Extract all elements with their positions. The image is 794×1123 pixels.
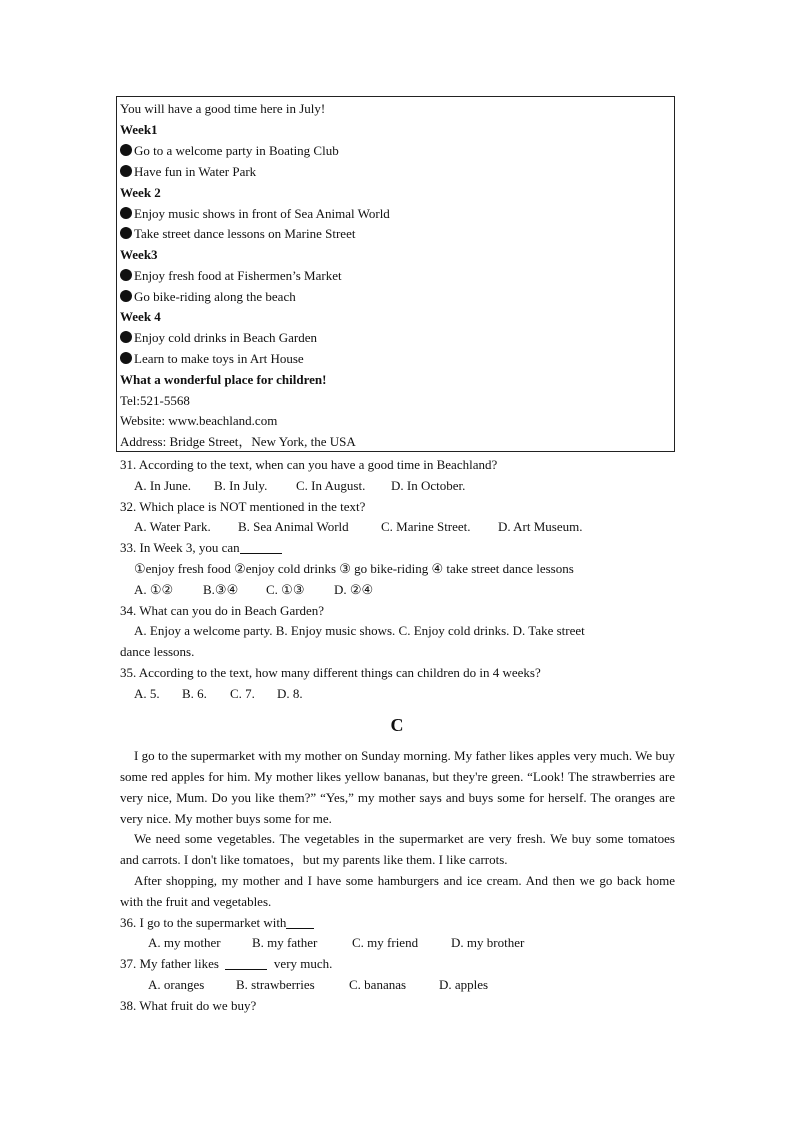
bullet-icon	[120, 269, 132, 281]
bullet-icon	[120, 207, 132, 219]
week4-item: Enjoy cold drinks in Beach Garden	[120, 327, 317, 348]
q35-option-d: D. 8.	[277, 686, 303, 701]
section-c-heading: C	[390, 715, 404, 735]
notice-website: Website: www.beachland.com	[120, 413, 278, 428]
week3-heading: Week3	[120, 247, 158, 262]
notice-intro: You will have a good time here in July!	[120, 101, 326, 116]
bullet-icon	[120, 144, 132, 156]
q32-option-a: A. Water Park.	[134, 519, 211, 534]
answer-blank	[240, 541, 282, 554]
q36-option-c: C. my friend	[352, 935, 419, 950]
q32-option-c: C. Marine Street.	[381, 519, 471, 534]
q37-option-b: B. strawberries	[236, 977, 315, 992]
q33-option-a: A. ①②	[134, 582, 174, 597]
q31-option-b: B. In July.	[214, 478, 268, 493]
q31-option-c: C. In August.	[296, 478, 366, 493]
notice-slogan: What a wonderful place for children!	[120, 372, 327, 387]
notice-tel: Tel:521-5568	[120, 393, 190, 408]
week2-heading: Week 2	[120, 185, 161, 200]
q34-options-continued: dance lessons.	[120, 644, 195, 659]
week3-item: Enjoy fresh food at Fishermen’s Market	[120, 265, 342, 286]
q33-option-d: D. ②④	[334, 582, 374, 597]
question-36: 36. I go to the supermarket with	[120, 912, 314, 933]
passage-paragraph-3: After shopping, my mother and I have some hamburgers and ice cream. And then we go back home with the fruit and vegetables.	[120, 873, 675, 909]
answer-blank	[286, 916, 314, 929]
q31-option-a: A. In June.	[134, 478, 192, 493]
answer-blank	[225, 957, 267, 970]
week1-item: Have fun in Water Park	[120, 161, 256, 182]
q31-option-d: D. In October.	[391, 478, 466, 493]
bullet-icon	[120, 331, 132, 343]
bullet-icon	[120, 227, 132, 239]
question-33: 33. In Week 3, you can	[120, 537, 282, 558]
q36-option-b: B. my father	[252, 935, 318, 950]
q36-option-a: A. my mother	[148, 935, 221, 950]
week2-item: Take street dance lessons on Marine Street	[120, 223, 355, 244]
q32-option-d: D. Art Museum.	[498, 519, 583, 534]
q37-option-a: A. oranges	[148, 977, 205, 992]
passage-paragraph-2: We need some vegetables. The vegetables in the supermarket are very fresh. We buy some tomatoes and carrots. I don't like tomatoes，but my parents like them. I like carrots.	[120, 831, 675, 867]
q33-items: ①enjoy fresh food ②enjoy cold drinks ③ go bike-riding ④ take street dance lessons	[134, 561, 574, 576]
week4-heading: Week 4	[120, 309, 161, 324]
bullet-icon	[120, 165, 132, 177]
question-31: 31. According to the text, when can you have a good time in Beachland?	[120, 457, 498, 472]
q35-option-a: A. 5.	[134, 686, 160, 701]
question-32: 32. Which place is NOT mentioned in the text?	[120, 499, 366, 514]
question-37: 37. My father likes very much.	[120, 956, 333, 971]
week1-item: Go to a welcome party in Boating Club	[120, 140, 339, 161]
question-35: 35. According to the text, how many different things can children do in 4 weeks?	[120, 665, 541, 680]
q37-option-d: D. apples	[439, 977, 489, 992]
week2-item: Enjoy music shows in front of Sea Animal World	[120, 203, 390, 224]
q35-option-c: C. 7.	[230, 686, 255, 701]
week3-item: Go bike-riding along the beach	[120, 286, 296, 307]
q36-option-d: D. my brother	[451, 935, 525, 950]
bullet-icon	[120, 290, 132, 302]
q32-option-b: B. Sea Animal World	[238, 519, 349, 534]
q37-option-c: C. bananas	[349, 977, 407, 992]
q34-options: A. Enjoy a welcome party. B. Enjoy music shows. C. Enjoy cold drinks. D. Take street	[134, 623, 585, 638]
question-34: 34. What can you do in Beach Garden?	[120, 603, 325, 618]
week1-heading: Week1	[120, 122, 158, 137]
q35-option-b: B. 6.	[182, 686, 207, 701]
notice-address: Address: Bridge Street，New York, the USA	[120, 434, 356, 449]
week4-item: Learn to make toys in Art House	[120, 348, 304, 369]
bullet-icon	[120, 352, 132, 364]
q33-option-b: B.③④	[203, 582, 239, 597]
question-38: 38. What fruit do we buy?	[120, 998, 257, 1013]
q33-option-c: C. ①③	[266, 582, 305, 597]
passage-paragraph-1: I go to the supermarket with my mother on Sunday morning. My father likes apples very much. We buy some red apples for him. My mother likes yellow bananas, but they're green. “Look! The strawberries are very nice, Mum. Do you like them?” “Yes,” my mother says and buys some for herself. The oranges are very nice. My mother buys some for me.	[120, 748, 675, 826]
